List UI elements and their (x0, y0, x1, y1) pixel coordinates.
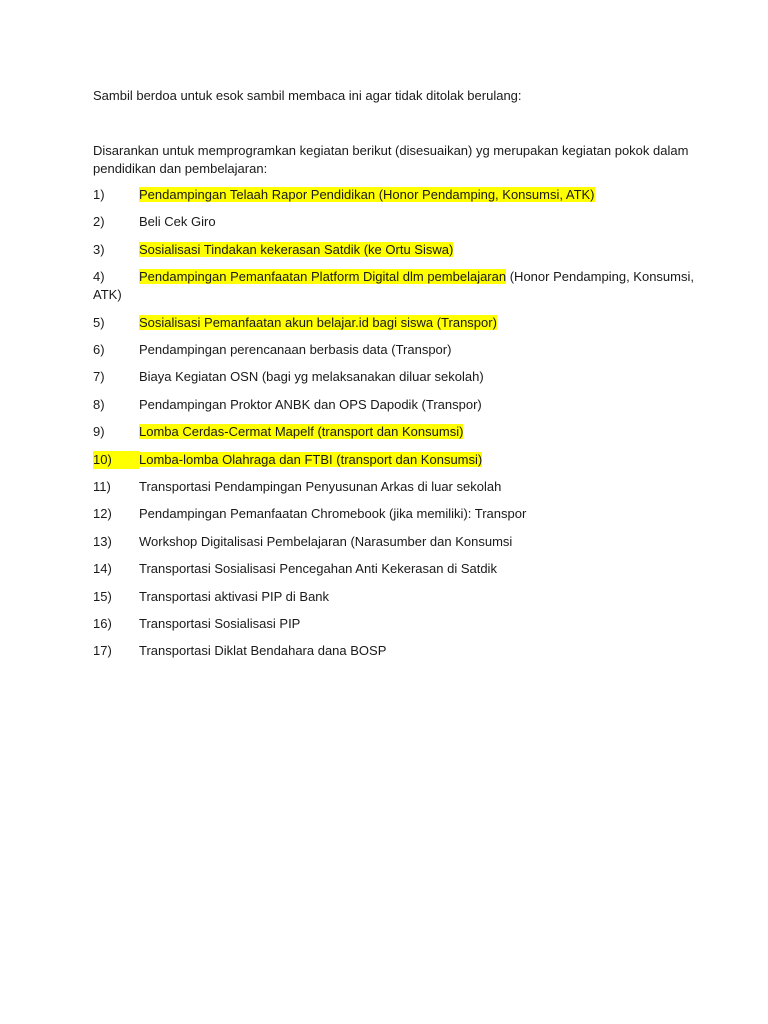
list-item-text-rest: (Honor Pendamping, Konsumsi, (506, 269, 694, 285)
list-item-number: 17) (93, 643, 112, 659)
list-item-text: Pendampingan Proktor ANBK dan OPS Dapodik (Transpor) (139, 396, 482, 412)
list-item-number: 6) (93, 342, 105, 357)
list-item-number: 5) (93, 314, 105, 330)
list-item (93, 533, 703, 551)
list-item (93, 186, 703, 204)
list-item-text: Beli Cek Giro (139, 214, 216, 230)
list-item-number: 7) (93, 369, 105, 385)
list-item-text: Sosialisasi Pemanfaatan akun belajar.id bagi siswa (Transpor) (139, 314, 497, 330)
list-item (93, 368, 703, 386)
list-item (93, 615, 703, 633)
list-item-text: Sosialisasi Tindakan kekerasan Satdik (ke Ortu Siswa) (139, 241, 454, 257)
list-item-text: Transportasi aktivasi PIP di Bank (139, 588, 330, 604)
list-item (93, 588, 703, 606)
list-item (93, 642, 703, 660)
list-item-text: Transportasi Diklat Bendahara dana BOSP (139, 643, 387, 659)
list-item-text: Transportasi Pendampingan Penyusunan Arkas di luar sekolah (139, 479, 502, 494)
list-item (93, 268, 703, 304)
list-item-text: Pendampingan Pemanfaatan Chromebook (jika memiliki): Transpor (139, 506, 527, 522)
list-item-number: 8) (93, 396, 105, 412)
list-item-number: 4) (93, 269, 105, 285)
list-item-text: Pendampingan perencanaan berbasis data (Transpor) (139, 342, 452, 357)
list-item-text: Transportasi Sosialisasi PIP (139, 616, 301, 631)
list-item-text: Biaya Kegiatan OSN (bagi yg melaksanakan diluar sekolah) (139, 369, 484, 385)
list-item-text: Lomba-lomba Olahraga dan FTBI (transport dan Konsumsi) (139, 451, 483, 467)
list-item-number: 2) (93, 214, 105, 230)
list-item-text: Pendampingan Pemanfaatan Platform Digital dlm pembelajaran (139, 269, 507, 285)
list-item (93, 213, 703, 231)
list-item (93, 560, 703, 578)
list-item-number: 3) (93, 241, 105, 257)
list-item-number: 10) (93, 451, 139, 469)
list-item-number: 1) (93, 187, 105, 202)
list-item-number: 9) (93, 424, 105, 440)
list-item (93, 451, 703, 469)
list-item-text: Pendampingan Telaah Rapor Pendidikan (Honor Pendamping, Konsumsi, ATK) (139, 187, 595, 202)
list-item (93, 423, 703, 441)
list-item (93, 478, 703, 496)
list-item-number: 11) (93, 479, 111, 494)
intro-line: Sambil berdoa untuk esok sambil membaca ini agar tidak ditolak berulang: (93, 88, 522, 103)
list-item-number: 14) (93, 561, 112, 577)
list-item (93, 241, 703, 259)
list-item-number: 15) (93, 588, 112, 604)
list-item-text: Workshop Digitalisasi Pembelajaran (Narasumber dan Konsumsi (139, 533, 513, 549)
intro-paragraph: Disarankan untuk memprogramkan kegiatan berikut (disesuaikan) yg merupakan kegiatan pokok dalam pendidikan dan pembelajaran: (93, 143, 689, 176)
list-item (93, 505, 703, 523)
list-item (93, 396, 703, 414)
list-item-text: Transportasi Sosialisasi Pencegahan Anti Kekerasan di Satdik (139, 561, 497, 577)
list-item-number: 12) (93, 506, 112, 522)
list-item-number: 13) (93, 533, 112, 549)
list-item-text-continuation: ATK) (93, 287, 122, 303)
list-item-number: 16) (93, 616, 112, 631)
list-item-text: Lomba Cerdas-Cermat Mapelf (transport dan Konsumsi) (139, 424, 464, 440)
list-item (93, 341, 703, 359)
list-item (93, 314, 703, 332)
